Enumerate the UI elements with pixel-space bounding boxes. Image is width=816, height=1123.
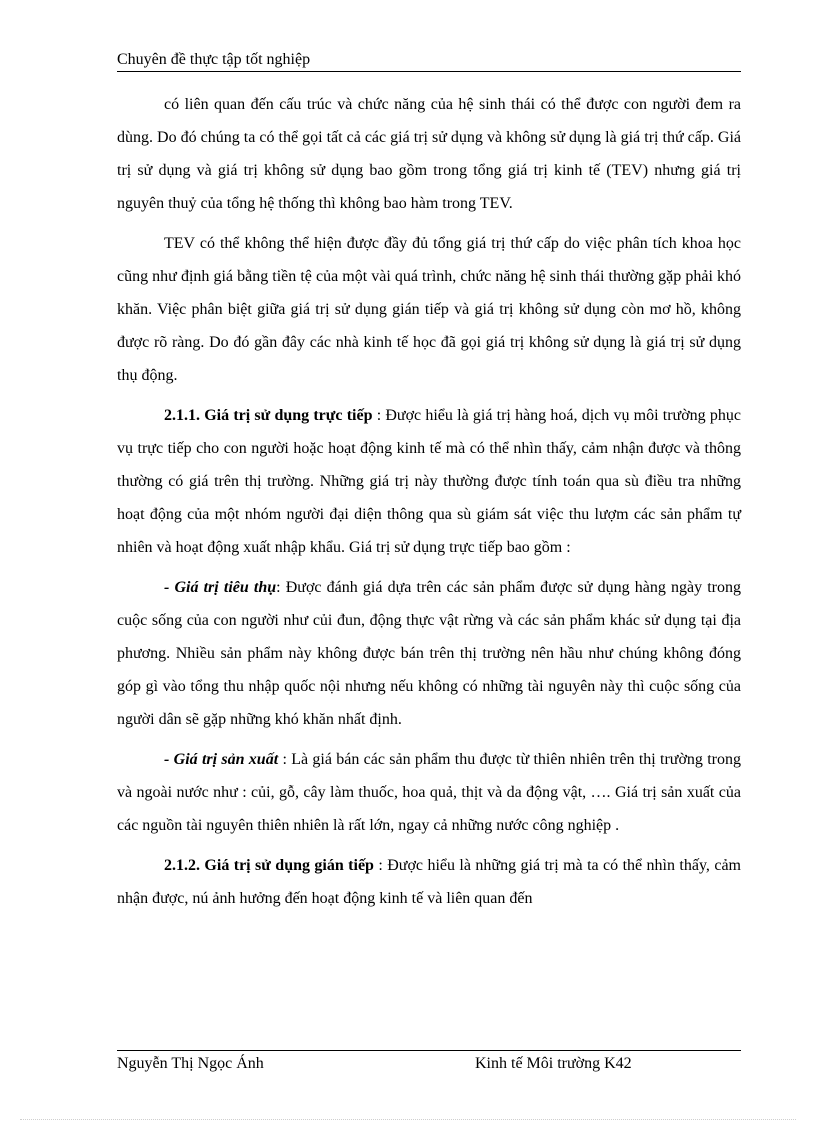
- paragraph-text: : Được đánh giá dựa trên các sản phẩm được sử dụng hàng ngày trong cuộc sống của con người như củi đun, động thực vật rừng và các sản phẩm khác sử dụng tại địa phương. Nhiều sản phẩm này không được bán trên thị trường nên hầu như chúng không đóng góp gì vào tổng thu nhập quốc nội nhưng nếu không có những tài nguyên này thì cuộc sống của người dân sẽ gặp những khó khăn nhất định.: [117, 579, 741, 728]
- paragraph-text: : Là giá bán các sản phẩm thu được từ thiên nhiên trên thị trường trong và ngoài nước như : củi, gỗ, cây làm thuốc, hoa quả, thịt và da động vật, …. Giá trị sản xuất của các nguồn tài nguyên thiên nhiên là rất lớn, ngay cả những nước công nghiệp .: [117, 751, 741, 834]
- paragraph-2: [117, 227, 741, 392]
- section-heading-2-1-1: 2.1.1. Giá trị sử dụng trực tiếp: [164, 407, 373, 424]
- paragraph-text: có liên quan đến cấu trúc và chức năng của hệ sinh thái có thể được con người đem ra dùng. Do đó chúng ta có thể gọi tất cả các giá trị sử dụng và không sử dụng là giá trị thứ cấp. Giá trị sử dụng và giá trị không sử dụng bao gồm trong tổng giá trị kinh tế (TEV) nhưng giá trị nguyên thuỷ của tổng hệ thống thì không bao hàm trong TEV.: [117, 96, 741, 212]
- term-gia-tri-san-xuat: - Giá trị sản xuất: [164, 751, 279, 768]
- page-header: [117, 50, 741, 72]
- paragraph-text: : Được hiểu là giá trị hàng hoá, dịch vụ môi trường phục vụ trực tiếp cho con người hoặc hoạt động kinh tế mà có thể nhìn thấy, cảm nhận được và thông thường có giá trên thị trường. Những giá trị này thường được tính toán qua sù điều tra những hoạt động của một nhóm người đại diện thông qua sù giám sát việc thu lượm các sản phẩm tự nhiên và hoạt động xuất nhập khẩu. Giá trị sử dụng trực tiếp bao gồm :: [117, 407, 741, 556]
- paragraph-6: [117, 849, 741, 915]
- paragraph-text: : Được hiểu là những giá trị mà ta có thể nhìn thấy, cảm nhận được, nú ảnh hưởng đến hoạt động kinh tế và liên quan đến: [117, 857, 742, 907]
- paragraph-3: [117, 399, 741, 564]
- document-body: [117, 88, 741, 922]
- term-gia-tri-tieu-thu: - Giá trị tiêu thụ: [164, 579, 277, 596]
- page-footer: [117, 1050, 741, 1072]
- footer-author: Nguyễn Thị Ngọc Ánh: [117, 1055, 264, 1072]
- paragraph-text: TEV có thể không thể hiện được đầy đủ tổng giá trị thứ cấp do việc phân tích khoa học cũng như định giá bằng tiền tệ của một vài quá trình, chức năng hệ sinh thái thường gặp phải khó khăn. Việc phân biệt giữa giá trị sử dụng gián tiếp và giá trị không sử dụng còn mơ hồ, không được rõ ràng. Do đó gần đây các nhà kinh tế học đã gọi giá trị không sử dụng là giá trị sử dụng thụ động.: [117, 235, 741, 384]
- page-bottom-border: [20, 1119, 796, 1120]
- paragraph-1: [117, 88, 741, 220]
- footer-class: Kinh tế Môi trường K42: [475, 1055, 632, 1072]
- section-heading-2-1-2: 2.1.2. Giá trị sử dụng gián tiếp: [164, 857, 374, 874]
- paragraph-5: [117, 743, 741, 842]
- paragraph-4: [117, 571, 741, 736]
- header-title: Chuyên đề thực tập tốt nghiệp: [117, 51, 311, 68]
